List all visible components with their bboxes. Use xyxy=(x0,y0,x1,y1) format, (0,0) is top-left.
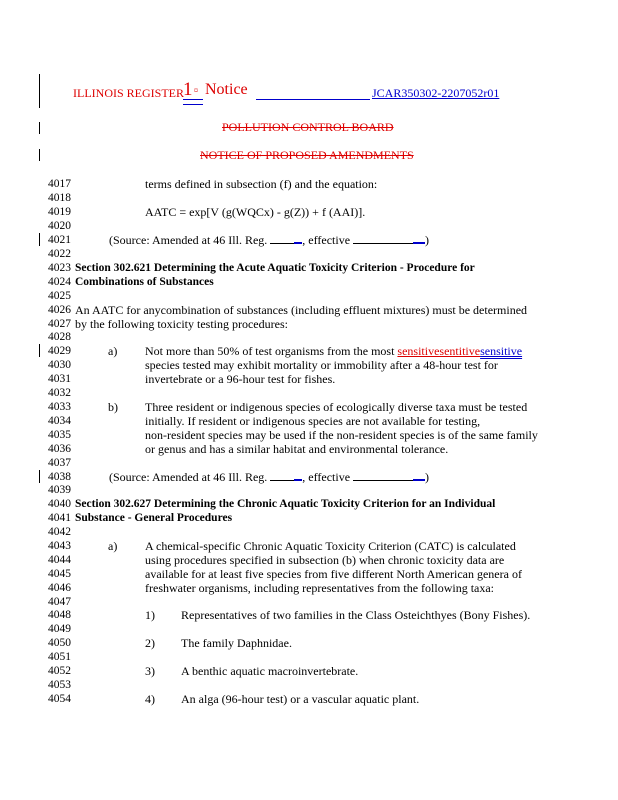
line-number: 4032 xyxy=(48,387,71,399)
body-text: invertebrate or a 96-hour test for fishes. xyxy=(145,372,336,386)
line-number: 4039 xyxy=(48,484,71,496)
blank xyxy=(353,470,413,481)
line-number: 4025 xyxy=(48,290,71,302)
line-number: 4017 xyxy=(48,178,71,190)
line-number: 4049 xyxy=(48,623,71,635)
item-label: 1) xyxy=(145,608,155,622)
page-marker: 1 xyxy=(183,79,193,100)
body-text: non-resident species may be used if the non-resident species is of the same family xyxy=(145,428,538,442)
line-number: 4042 xyxy=(48,526,71,538)
item-label: a) xyxy=(108,344,118,358)
blank xyxy=(270,233,294,244)
line-number: 4048 xyxy=(48,609,71,621)
line-number: 4054 xyxy=(48,693,71,705)
body-text: available for at least five species from five different North American genera of xyxy=(145,567,522,581)
line-number: 4028 xyxy=(48,331,71,343)
footnote-mark: ¤ xyxy=(194,86,198,95)
blank xyxy=(353,233,413,244)
body-text: Representatives of two families in the Class Osteichthyes (Bony Fishes). xyxy=(181,608,531,622)
change-bar xyxy=(39,74,40,108)
jcar-code: JCAR350302-2207052r01 xyxy=(372,86,500,100)
body-text: Not more than 50% of test organisms from the most sensitivesentitivesensitive xyxy=(145,344,523,358)
marker-underline xyxy=(183,99,203,105)
line-number: 4029 xyxy=(48,345,71,357)
body-text: A benthic aquatic macroinvertebrate. xyxy=(181,664,359,678)
line-number: 4037 xyxy=(48,457,71,469)
line-number: 4034 xyxy=(48,415,71,427)
source-note: (Source: Amended at 46 Ill. Reg. , effective ) xyxy=(109,233,430,247)
equation: AATC = exp[V (g(WQCx) - g(Z)) + f (AAI)]. xyxy=(145,205,366,219)
body-text: The family Daphnidae. xyxy=(181,636,292,650)
agency-name: POLLUTION CONTROL BOARD xyxy=(222,120,394,134)
notice-label: Notice xyxy=(205,81,248,98)
line-number: 4022 xyxy=(48,248,71,260)
body-text: using procedures specified in subsection (b) when chronic toxicity data are xyxy=(145,553,505,567)
line-number: 4040 xyxy=(48,498,71,510)
line-number: 4045 xyxy=(48,568,71,580)
line-number: 4036 xyxy=(48,443,71,455)
line-number: 4019 xyxy=(48,206,71,218)
change-bar xyxy=(39,344,40,357)
section-heading: Combinations of Substances xyxy=(75,276,214,288)
line-number: 4026 xyxy=(48,304,71,316)
item-label: 3) xyxy=(145,664,155,678)
line-number: 4044 xyxy=(48,554,71,566)
line-number: 4023 xyxy=(48,262,71,274)
line-number: 4035 xyxy=(48,429,71,441)
line-number: 4043 xyxy=(48,540,71,552)
line-number: 4046 xyxy=(48,582,71,594)
body-text: An alga (96-hour test) or a vascular aquatic plant. xyxy=(181,692,420,706)
item-label: 4) xyxy=(145,692,155,706)
notice-underline xyxy=(256,99,370,100)
line-number: 4041 xyxy=(48,512,71,524)
blank xyxy=(270,470,294,481)
line-number: 4047 xyxy=(48,596,71,608)
line-number: 4033 xyxy=(48,401,71,413)
change-bar xyxy=(39,149,40,161)
section-heading: Substance - General Procedures xyxy=(75,512,233,524)
change-bar xyxy=(39,122,40,134)
item-label: 2) xyxy=(145,636,155,650)
change-bar xyxy=(39,233,40,246)
line-number: 4024 xyxy=(48,276,71,288)
section-heading: Section 302.627 Determining the Chronic Aquatic Toxicity Criterion for an Individual xyxy=(75,498,496,510)
line-number: 4021 xyxy=(48,234,71,246)
section-heading: Section 302.621 Determining the Acute Aquatic Toxicity Criterion - Procedure for xyxy=(75,262,475,274)
item-label: b) xyxy=(108,400,118,414)
line-number: 4031 xyxy=(48,373,71,385)
item-label: a) xyxy=(108,539,118,553)
line-number: 4030 xyxy=(48,359,71,371)
line-number: 4050 xyxy=(48,637,71,649)
line-number: 4018 xyxy=(48,192,71,204)
body-text: by the following toxicity testing procedures: xyxy=(75,317,288,331)
line-number: 4027 xyxy=(48,318,71,330)
line-number: 4051 xyxy=(48,651,71,663)
body-text: freshwater organisms, including representatives from the following taxa: xyxy=(145,581,495,595)
body-text: species tested may exhibit mortality or immobility after a 48-hour test for xyxy=(145,358,498,372)
body-text: An AATC for anycombination of substances (including effluent mixtures) must be determined xyxy=(75,303,528,317)
line-number: 4052 xyxy=(48,665,71,677)
inserted-text: sensitive xyxy=(480,344,523,358)
body-text: A chemical-specific Chronic Aquatic Toxicity Criterion (CATC) is calculated xyxy=(145,539,516,553)
line-number: 4053 xyxy=(48,679,71,691)
body-text: or genus and has a similar habitat and environmental tolerance. xyxy=(145,442,449,456)
register-title: ILLINOIS REGISTER xyxy=(73,86,184,100)
source-note: (Source: Amended at 46 Ill. Reg. , effective ) xyxy=(109,470,430,484)
notice-type: NOTICE OF PROPOSED AMENDMENTS xyxy=(200,148,414,162)
change-bar xyxy=(39,470,40,483)
body-text: Three resident or indigenous species of ecologically diverse taxa must be tested xyxy=(145,400,528,414)
line-number: 4020 xyxy=(48,220,71,232)
line-number: 4038 xyxy=(48,471,71,483)
body-text: initially. If resident or indigenous species are not available for testing, xyxy=(145,414,481,428)
body-text: terms defined in subsection (f) and the equation: xyxy=(145,177,378,191)
deleted-text: sensitivesentitive xyxy=(397,344,481,358)
